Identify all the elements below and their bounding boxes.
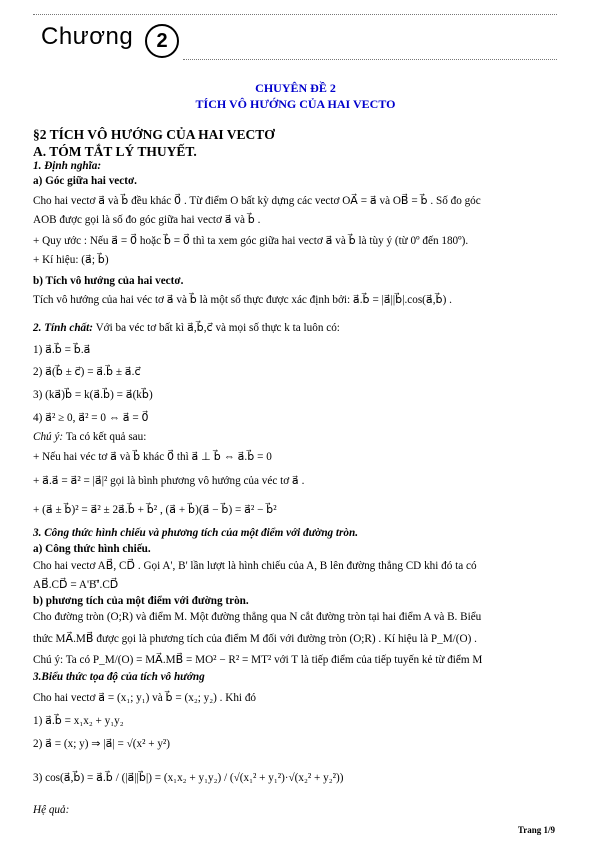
note-line: Chú ý: Ta có kết quả sau: [33, 431, 147, 443]
formula-line: 1) a⃗.b⃗ = x₁x₂ + y₁y₂ [33, 715, 124, 727]
subheading-power: b) phương tích của một điểm với đường tròn. [33, 595, 249, 607]
subheading-dot-product: b) Tích vô hướng của hai vectơ. [33, 275, 184, 287]
chapter-header [33, 14, 557, 60]
heading-definition: 1. Định nghĩa: [33, 160, 102, 172]
text-line: + Kí hiệu: (a⃗; b⃗) [33, 254, 109, 266]
text-line: Tích vô hướng của hai véc tơ a⃗ và b⃗ là một số thực được xác định bởi: a⃗.b⃗ = |a⃗||b⃗|.cos(a⃗,b⃗) . [33, 294, 452, 306]
formula-line: + a⃗.a⃗ = a⃗² = |a⃗|² gọi là bình phương vô hướng của véc tơ a⃗ . [33, 475, 305, 487]
text-line: thức MA⃗.MB⃗ được gọi là phương tích của điểm M đối với đường tròn (O;R) . Kí hiệu là P_M/(O) . [33, 633, 477, 645]
header-bottom-rule [183, 59, 557, 60]
subheading-projection: a) Công thức hình chiếu. [33, 543, 151, 555]
heading-properties: 2. Tính chất: Với ba véc tơ bất kì a⃗,b⃗,c⃗ và mọi số thực k ta luôn có: [33, 322, 340, 334]
page-footer: Trang 1/9 [517, 825, 555, 835]
formula-line: 3) (ka⃗)b⃗ = k(a⃗.b⃗) = a⃗(kb⃗) [33, 389, 153, 401]
topic-title: TÍCH VÔ HƯỚNG CỦA HAI VECTO [195, 97, 396, 111]
text-line: Cho hai vectơ AB⃗, CD⃗ . Gọi A', B' lần lượt là hình chiếu của A, B lên đường thẳng CD khi đó ta có [33, 560, 477, 572]
header-top-rule [33, 14, 557, 15]
subheading-angle: a) Góc giữa hai vectơ. [33, 175, 137, 187]
heading-projection: 3. Công thức hình chiếu và phương tích của một điểm với đường tròn. [33, 527, 359, 539]
formula-line: 1) a⃗.b⃗ = b⃗.a⃗ [33, 344, 91, 356]
formula-line: + Nếu hai véc tơ a⃗ và b⃗ khác 0⃗ thì a⃗ ⊥ b⃗ ⇔ a⃗.b⃗ = 0 [33, 451, 272, 463]
text-line: Cho hai vectơ a⃗ = (x₁; y₁) và b⃗ = (x₂; y₂) . Khi đó [33, 692, 257, 704]
corollary-label: Hệ quả: [33, 804, 70, 816]
topic-label: CHUYÊN ĐỀ 2 [255, 81, 336, 95]
chapter-word: Chương [41, 23, 134, 50]
heading-a: A. TÓM TẮT LÝ THUYẾT. [33, 144, 197, 159]
formula-line: 2) a⃗ = (x; y) ⇒ |a⃗| = √(x² + y²) [33, 738, 171, 750]
formula-line: 2) a⃗(b⃗ ± c⃗) = a⃗.b⃗ ± a⃗.c⃗ [33, 366, 141, 378]
note-line: Chú ý: Ta có P_M/(O) = MA⃗.MB⃗ = MO² − R² = MT² với T là tiếp điểm của tiếp tuyến kẻ từ điểm M [33, 654, 483, 666]
heading-coordinates: 3.Biểu thức tọa độ của tích vô hướng [33, 671, 205, 683]
text-line: + Quy ước : Nếu a⃗ = 0⃗ hoặc b⃗ = 0⃗ thì ta xem góc giữa hai vectơ a⃗ và b⃗ là tùy ý (từ 0º đến 180º). [33, 235, 469, 247]
text-line: Cho đường tròn (O;R) và điểm M. Một đường thẳng qua N cắt đường tròn tại hai điểm A và B. Biểu [33, 611, 482, 623]
section-title: §2 TÍCH VÔ HƯỚNG CỦA HAI VECTƠ [33, 127, 275, 142]
formula-line: 4) a⃗² ≥ 0, a⃗² = 0 ⇔ a⃗ = 0⃗ [33, 412, 149, 424]
formula-line: 3) cos(a⃗,b⃗) = a⃗.b⃗ / (|a⃗||b⃗|) = (x₁x₂ + y₁y₂) / (√(x₁² + y₁²)·√(x₂² + y₂²)) [33, 772, 344, 784]
formula-line: AB⃗.CD⃗ = A'B'⃗.CD⃗ [33, 579, 119, 591]
chapter-number-badge: 2 [145, 24, 179, 58]
text-line: Cho hai vectơ a⃗ và b⃗ đều khác 0⃗ . Từ điểm O bất kỳ dựng các vectơ OA⃗ = a⃗ và OB⃗ = b⃗ . Số đo góc [33, 195, 481, 207]
text-line: AOB được gọi là số đo góc giữa hai vectơ a⃗ và b⃗ . [33, 214, 261, 226]
formula-line: + (a⃗ ± b⃗)² = a⃗² ± 2a⃗.b⃗ + b⃗² , (a⃗ + b⃗)(a⃗ − b⃗) = a⃗² − b⃗² [33, 504, 277, 516]
text-line: Với ba véc tơ bất kì a⃗,b⃗,c⃗ và mọi số thực k ta luôn có: [93, 322, 340, 334]
